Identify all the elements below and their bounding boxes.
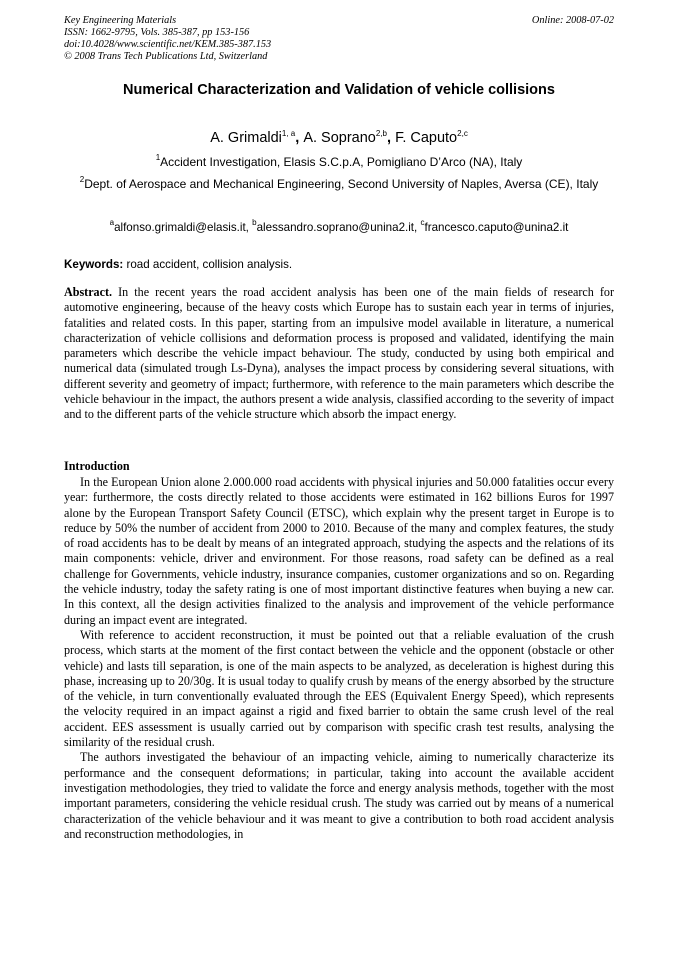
abstract-text: In the recent years the road accident analysis has been one of the main fields of research for automotive engineering, because of the heavy costs which Europe has to sustain each year in terms of injuries, fatalities and related costs. In this paper, starting from an impulsive model available in literature, a numerical characterization of vehicle collisions and deformation process is proposed and validated, identifying the main parameters which describe the vehicle impact behaviour. The study, conducted by using both empirical and numerical data (simulated trough Ls-Dyna), analyses the impact process by considering several situations, with different severity and geometry of impact; furthermore, with reference to the main parameters which describe the vehicle behaviour in the impact, the authors present a wide analysis, classified according to the severity of impact and to the different parts of the vehicle structure which absorb the impact energy. bbox=[64, 285, 614, 422]
author-separator: , bbox=[387, 130, 396, 146]
author-name: A. Grimaldi bbox=[210, 130, 282, 146]
abstract-label: Abstract. bbox=[64, 285, 113, 299]
author-name: A. Soprano bbox=[303, 130, 376, 146]
email-address: alessandro.soprano@unina2.it, bbox=[256, 221, 421, 234]
author-superscript: 2,c bbox=[457, 129, 468, 138]
author-separator: , bbox=[295, 130, 304, 146]
affiliation-1 bbox=[30, 155, 648, 170]
introduction-paragraph: The authors investigated the behaviour of an impacting vehicle, aiming to numerically characterize its performance and the consequent deformations; in particular, taking into account the available accident investigation methodologies, they tried to validate the force and energy analysis methods, together with the most important parameters, considering the vehicle residual crush. The study was carried out by means of a numerical characterization of the vehicle behaviour and it was meant to give a contribution to both road accident analysis and reconstruction methodologies, in bbox=[64, 750, 614, 841]
introduction-paragraph: With reference to accident reconstruction, it must be pointed out that a reliable evaluation of the crush process, which starts at the moment of the first contact between the vehicle and the opponent (obstacle or other vehicle) and lasts till separation, is one of the main aspects to be analyzed, as deceleration is highest during this phase, increasing up to 20/30g. It is usual today to qualify crush by means of the energy absorbed by the structure of the vehicle, in turn conventionally evaluated through the EES (Equivalent Energy Speed), which represents the velocity required in an impact against a rigid and fixed barrier to obtain the same crush level of the real accident. EES assessment is usually carried out by comparison with specific crash test results, analysing the similarity of the residual crush. bbox=[64, 627, 614, 750]
affiliation-2 bbox=[30, 177, 648, 192]
email-address: alfonso.grimaldi@elasis.it, bbox=[114, 221, 253, 234]
author-emails bbox=[30, 220, 648, 235]
author-superscript: 1, a bbox=[281, 129, 296, 138]
copyright-line: © 2008 Trans Tech Publications Ltd, Switzerland bbox=[64, 51, 268, 62]
online-date: Online: 2008-07-02 bbox=[531, 15, 614, 26]
email-superscript: a bbox=[109, 218, 115, 227]
keywords-line bbox=[64, 257, 292, 272]
paper-title: Numerical Characterization and Validation of vehicle collisions bbox=[123, 82, 555, 98]
affiliation-superscript: 1 bbox=[155, 153, 161, 162]
journal-name: Key Engineering Materials bbox=[64, 15, 177, 26]
affiliation-text: Dept. of Aerospace and Mechanical Engineering, Second University of Naples, Aversa (CE), Italy bbox=[84, 177, 599, 191]
email-address: francesco.caputo@unina2.it bbox=[424, 221, 569, 234]
author-list bbox=[40, 128, 638, 148]
issn-line: ISSN: 1662-9795, Vols. 385-387, pp 153-156 bbox=[64, 27, 250, 38]
introduction-heading: Introduction bbox=[64, 459, 130, 473]
author-name: F. Caputo bbox=[395, 130, 458, 146]
email-superscript: b bbox=[252, 218, 257, 227]
author-superscript: 2,b bbox=[375, 129, 387, 138]
email-superscript: c bbox=[420, 218, 425, 227]
abstract-paragraph bbox=[64, 285, 614, 423]
introduction-body bbox=[64, 475, 614, 842]
keywords-label: Keywords: bbox=[64, 258, 124, 271]
journal-header bbox=[64, 15, 271, 63]
doi-line: doi:10.4028/www.scientific.net/KEM.385-387.153 bbox=[64, 39, 272, 50]
affiliation-text: Accident Investigation, Elasis S.C.p.A, Pomigliano D’Arco (NA), Italy bbox=[160, 155, 523, 169]
affiliation-superscript: 2 bbox=[79, 175, 85, 184]
keywords-text: road accident, collision analysis. bbox=[123, 258, 293, 271]
introduction-paragraph: In the European Union alone 2.000.000 road accidents with physical injuries and 50.000 fatalities occur every year: furthermore, the costs directly related to those accidents were estimated in 162 billions Euros for 1997 alone by the European Transport Safety Council (ETSC), which explain why the present target in Europe is to reduce by 50% the number of accident from 2000 to 2010. Because of the many and complex features, the study of road accidents has to be dealt by means of an integrated approach, studying the aspects and the relations of its main components: vehicle, driver and environment. For those reasons, road safety can be defined as a real challenge for Governments, vehicle industry, insurance companies, customer organizations and so on. Regarding the vehicle industry, today the safety rating is one of most important distinctive features when buying a new car. In this context, all the design activities finalized to the analysis and improvement of the vehicle performance during an impact event are integrated. bbox=[64, 475, 614, 627]
